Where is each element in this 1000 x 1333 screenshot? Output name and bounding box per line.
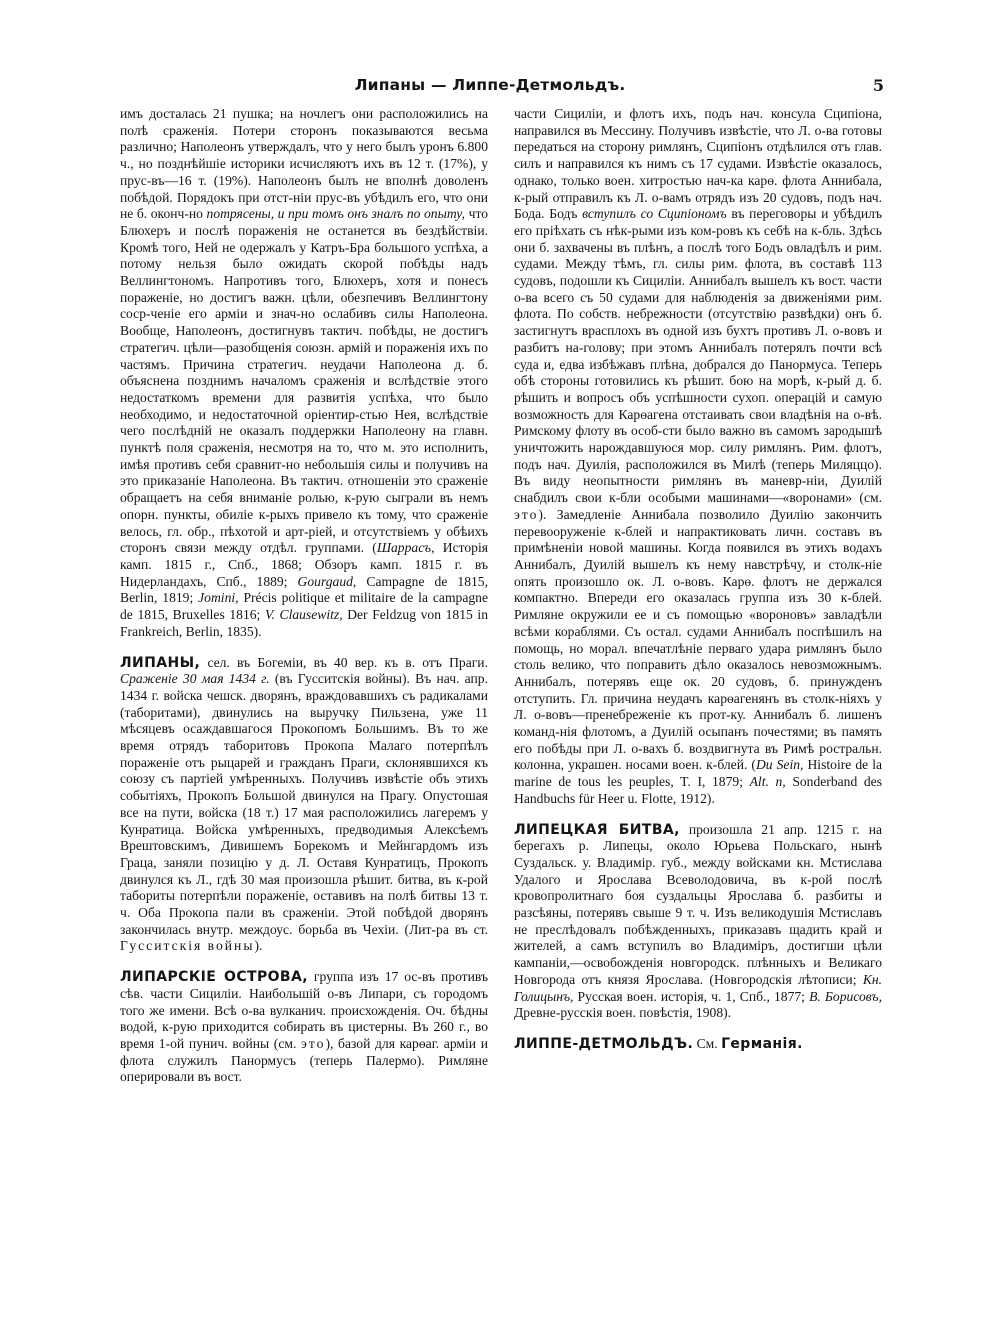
author-name: Gourgaud, xyxy=(297,573,357,589)
text-run: Исторія камп. 1815 г., Спб., 1868; Обзоръ камп. 1815 г. въ Нидерландахъ, Спб., 1889; xyxy=(120,540,488,589)
entry-headword: ЛИПАРСКІЕ ОСТРОВА, xyxy=(120,969,308,986)
entry-headword: ЛИППЕ-ДЕТМОЛЬДЪ. xyxy=(514,1035,694,1052)
page-number: 5 xyxy=(872,76,884,95)
right-column xyxy=(514,106,882,1067)
text-run: сел. въ Богеміи, въ 40 вер. къ в. отъ Праги. xyxy=(200,654,488,670)
text-run: Der Feldzug von 1815 in Frankreich, Berlin, 1835). xyxy=(120,607,488,639)
text-run: ). xyxy=(254,938,263,954)
text-run: См. xyxy=(693,1035,722,1051)
text-run: Histoire de la marine de tous les peuples, T. I, 1879; xyxy=(514,757,883,790)
entry-lipany xyxy=(120,655,488,956)
entry-continuation xyxy=(514,106,882,808)
text-run: группа изъ 17 ос-въ противъ сѣв. части Сициліи. Наибольшій о-въ Липари, съ городомъ того же имени. Всѣ о-ва вулканич. происхожденія. Оч. бѣдны водой, к-рую приходится собирать въ цистерны. Въ 260 г., во время 1-ой пунич. войны (см. xyxy=(120,969,489,1051)
author-name: V. Clausewitz, xyxy=(264,607,343,623)
text-run: (въ Гусситскія войны). Въ нач. апр. 1434 г. войска чешск. дворянъ, враждовавшихъ съ радикалами (таборитами), двинулись на выручку Пильзена, уже 11 мѣсяцевъ осаждавшагося Прокопомъ Большимъ. Въ то же время отрядъ таборитовъ Прокопа Малаго потерпѣлъ пораженіе отъ рыцарей и гражданъ Праги, склонявшихся къ союзу съ партіей умѣренныхъ. Получивъ извѣстіе объ этихъ событіяхъ, Прокопъ Большой двинулся на Прагу. Опустошая все на пути, войска (18 т.) 17 мая расположились лагеремъ у Кунратица. Войска умѣренныхъ, предводимыя Алексѣемъ Врештовскимъ, Дивишемъ Борекомъ и Мейнгардомъ изъ Граца, заняли позицію у д. Л. Оставя Кунратицъ, Прокопъ двинулся къ Л., гдѣ 30 мая произошла рѣшит. битва, въ к-рой табориты потерпѣли пораженіе, оставивъ на полѣ битвы 13 т. ч. Оба Прокопа пали въ сраженіи. Этой побѣдой дворянъ закончилась внутр. междоус. борьба въ Чехіи. (Лит-ра въ ст. xyxy=(120,671,488,937)
author-name: Jomini, xyxy=(198,590,239,606)
author-name: Шаррасъ, xyxy=(376,540,435,556)
text-run: Campagne de 1815, Berlin, 1819; xyxy=(120,573,489,606)
text-run: имъ досталась 21 пушка; на ночлегъ они расположились на полѣ сраженія. Потери сторонъ показываются весьма различно; Наполеонъ утверждалъ, что у него былъ уронъ 6.800 ч., но позднѣйшіе историки исчисляютъ ихъ въ 12 т. (17%), у прус-въ—16 т. (19%). Наполеонъ былъ не вполнѣ доволенъ побѣдой. Порядокъ при отст-ніи прус-въ убѣдилъ его, что они не б. оконч-но xyxy=(120,106,488,222)
cross-reference: это xyxy=(301,1035,326,1051)
text-run: Древне-русскія воен. повѣстія, 1908). xyxy=(514,1005,732,1021)
author-name: В. Борисовъ, xyxy=(809,988,882,1004)
italic-run: потрясены, и при томъ онъ зналъ по опыту, xyxy=(206,206,466,222)
page-header xyxy=(0,76,1000,102)
cross-reference: это xyxy=(514,506,539,522)
entry-lippe-detmold xyxy=(514,1036,882,1053)
text-run: Русская воен. исторія, ч. 1, Спб., 1877; xyxy=(573,988,810,1004)
left-column xyxy=(120,106,488,1100)
entry-continuation xyxy=(120,106,488,641)
running-head: Липаны — Липпе-Детмольдъ. xyxy=(354,76,626,94)
entry-liparskie-ostrova xyxy=(120,969,488,1086)
cross-reference: Гусситскія войны xyxy=(120,938,255,954)
author-name: Кн. Голицынъ, xyxy=(514,971,882,1004)
text-run: ). Замедленіе Аннибала позволило Дуилію закончить перевооруженіе к-блей и напрактиковать личн. составъ въ примѣненіи новой машины. Когда появился въ этихъ водахъ Аннибалъ, Дуилій вышелъ къ нему навстрѣчу, и столк-ніе опять произошло ок. Л. о-вовъ. Карѳ. флотъ не держался компактно. Впереди его оказалась группа изъ 30 к-блей. Римляне окружили ее и съ помощью «вороновъ» завладѣли всѣми кораблями. Съ остал. судами Аннибалъ поспѣшилъ на помощь, но морал. впечатлѣніе перваго удара римлянъ было столь велико, что поправить дѣло оказалось невозможнымъ. Аннибалъ, потерявъ еще ок. 20 судовъ, б. принужденъ отступить. Гл. причина неудачъ карѳагенянъ въ столк-ніяхъ у Л. о-вовъ—пренебреженіе къ прот-ку. Аннибалъ б. лишенъ команд-нія флотомъ, а Дуилій осыпанъ почестями; въ память его побѣды при Л. о-вахъ б. воздвигнута въ Римѣ ростральн. колонна, украшен. носами воен. к-блей. ( xyxy=(514,506,882,773)
text-run: ), базой для карѳаг. арміи и флота служилъ Панормусъ (теперь Палермо). Римляне оперировали въ вост. xyxy=(120,1035,489,1085)
entry-lipetskaya-bitva xyxy=(514,822,882,1022)
text-run: что Блюхеръ и послѣ пораженія не останется въ бездѣйствіи. Кромѣ того, Ней не одержалъ у Катръ-Бра большого успѣха, а потому нельзя было ожидать скорой побѣды надъ Веллингтономъ. Напротивъ того, Блюхеръ, хотя и понесъ пораженіе, но достигъ важн. цѣли, обезпечивъ Веллингтону соср-ченіе его арміи и знач-но ослабивъ силы Наполеона. Вообще, Наполеонъ, достигнувъ тактич. побѣды, не достигъ стратегич. цѣли—разобщенія союзн. армій и пораженія ихъ по частямъ. Причина стратегич. неудачи Наполеона д. б. объяснена позднимъ началомъ сраженія и вслѣдствіе этого недостаткомъ времени для развитія успѣха, что было необходимо, и недостаточной оріентир-стью Нея, вслѣдствіе чего послѣдній не оказалъ поддержки Наполеону на главн. пунктѣ поля сраженія, несмотря на то, что м. это исполнить, имѣя противъ себя сравнит-но небольшія силы и получивъ на это приказаніе Наполеона. Въ тактич. отношеніи это сраженіе обращаетъ на себя вниманіе ролью, к-рую сыграли въ немъ опорн. пункты, обиліе к-рыхъ привело къ тому, что сраженіе велось, гл. обр., пѣхотой и арт-рiей, и отсутствіемъ у обѣихъ сторонъ связи между отдѣл. группами. ( xyxy=(120,206,488,556)
author-name: Du Sein, xyxy=(755,757,804,773)
author-name: Alt. n, xyxy=(749,774,786,790)
text-run: Sonderband des Handbuchs für Heer u. Flotte, 1912). xyxy=(514,774,882,806)
text-run: произошла 21 апр. 1215 г. на берегахъ р. Липецы, около Юрьева Польскаго, нынѣ Суздальск. у. Владимір. губ., между войсками кн. Мстислава Удалого и Ярослава Всеволодовича, въ к-рой послѣ кровопролитнаго боя суздальцы Ярослава б. разбиты и разсѣяны, потерявъ свыше 9 т. ч. Изъ великодушія Мстиславъ не преслѣдовалъ побѣжденныхъ, приказавъ щадить край и жителей, а самъ вступилъ во Владиміръ, достигши цѣли кампаніи,—освобожденія новгородск. плѣнныхъ и Великаго Новгорода отъ князя Ярослава. (Новгородскія лѣтописи; xyxy=(514,821,882,987)
italic-run: вступилъ со Сципіономъ xyxy=(582,206,727,222)
text-run: Précis politique et militaire de la campagne de 1815, Bruxelles 1816; xyxy=(120,590,488,623)
cross-reference: Германія. xyxy=(721,1035,803,1052)
entry-headword: ЛИПАНЫ, xyxy=(120,654,201,671)
entry-headword: ЛИПЕЦКАЯ БИТВА, xyxy=(514,821,680,838)
italic-run: Сраженіе 30 мая 1434 г. xyxy=(120,671,270,687)
text-run: части Сициліи, и флотъ ихъ, подъ нач. консула Сципіона, направился въ Мессину. Получивъ извѣстіе, что Л. о-ва готовы передаться на сторону римлянъ, Сципіонъ отдѣлился отъ глав. силъ и направился къ нимъ съ 17 судами. Извѣстіе оказалось, однако, только воен. хитростью нач-ка карѳ. флота Аннибала, к-рый отправилъ къ Л. о-вамъ отрядъ изъ 20 судовъ, подъ нач. Бода. Бодъ xyxy=(514,106,882,222)
text-run: въ переговоры и убѣдилъ его пріѣхать съ нѣк-рыми изъ ком-ровъ къ себѣ на к-бль. Здѣсь они б. захвачены въ плѣнъ, а послѣ того Бодъ овладѣлъ и рим. судами. Между тѣмъ, гл. силы рим. флота, въ составѣ 113 судовъ, подошли къ Сициліи. Аннибалъ вышелъ къ вост. части о-ва всего съ 50 судами для наблюденія за движеніями рим. флота. По собств. небрежности (отсутствію развѣдки) онъ б. застигнутъ врасплохъ въ одной изъ бухтъ противъ Л. о-вовъ и разбитъ на-голову; при этомъ Аннибалъ потерялъ почти всѣ суда и, едва избѣжавъ плѣна, добрался до Панормуса. Теперь обѣ стороны готовились къ рѣшит. бою на морѣ, к-рый д. б. рѣшить и вопросъ объ успѣшности сухоп. операцій и самую возможность для Карѳагена отстаивать свои владѣнія на о-вѣ. Римскому флоту въ особ-сти было важно въ самомъ зародышѣ уничтожить нарождавшуюся мор. силу римлянъ. Рим. флотъ, подъ нач. Дуилія, расположился въ Милѣ (теперь Миляццо). Въ виду неопытности римлянъ въ маневр-ніи, Дуилій снабдилъ свои к-бли особыми машинами—«воронами» (см. xyxy=(514,206,882,506)
